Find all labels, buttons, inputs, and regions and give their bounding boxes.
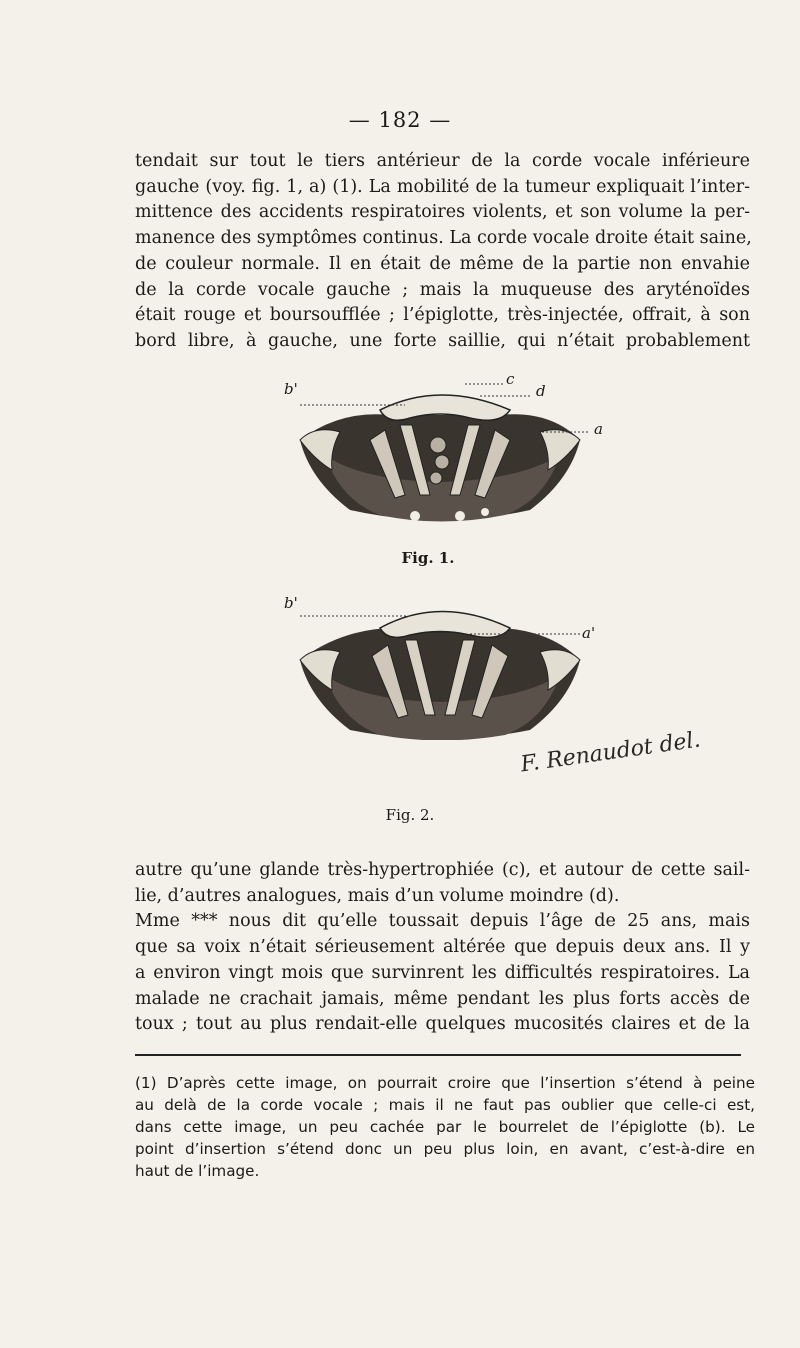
footnote-line: haut de l’image. xyxy=(135,1162,260,1180)
text-line: autre qu’une glande très-hypertrophiée (c), et autour de cette sail- xyxy=(135,860,750,880)
label-a-prime: a' xyxy=(582,624,596,642)
footnote-divider xyxy=(135,1054,741,1056)
larynx-drawing-2 xyxy=(270,590,610,740)
text-line: gauche (voy. fig. 1, a) (1). La mobilité de la tumeur expliquait l’inter- xyxy=(135,176,750,197)
text-line: de couleur normale. Il en était de même de la partie non envahie xyxy=(135,253,750,274)
text-line: que sa voix n’était sérieusement altérée que depuis deux ans. Il y xyxy=(135,937,750,958)
footnote-line: (1) D’après cette image, on pourrait croire que l’insertion s’étend à peine xyxy=(135,1074,755,1092)
text-line: malade ne crachait jamais, même pendant les plus forts accès de xyxy=(135,988,750,1009)
label-b-prime: b' xyxy=(284,594,298,612)
paragraph-bottom xyxy=(135,858,750,1038)
footnote-line: point d’insertion s’étend donc un peu plus loin, en avant, c’est-à-dire en xyxy=(135,1140,755,1158)
label-a: a xyxy=(594,420,603,438)
footnote-line: dans cette image, un peu cachée par le bourrelet de l’épiglotte (b). Le xyxy=(135,1118,755,1136)
text-line: bord libre, à gauche, une forte saillie, qui n’était probablement xyxy=(135,330,750,351)
larynx-drawing-1 xyxy=(270,370,610,540)
figure-1-larynx-illustration xyxy=(270,370,610,540)
label-c: c xyxy=(506,370,515,388)
text-line: mittence des accidents respiratoires violents, et son volume la per- xyxy=(135,202,750,223)
text-line: lie, d’autres analogues, mais d’un volume moindre (d). xyxy=(135,885,620,906)
text-line: toux ; tout au plus rendait-elle quelques mucosités claires et de la xyxy=(135,1014,750,1035)
text-line: a environ vingt mois que survinrent les difficultés respiratoires. La xyxy=(135,962,750,983)
label-d: d xyxy=(536,382,546,400)
text-line: tendait sur tout le tiers antérieur de la corde vocale inférieure xyxy=(135,151,750,171)
paragraph-top xyxy=(135,149,750,355)
text-line: était rouge et boursoufflée ; l’épiglotte, très-injectée, offrait, à son xyxy=(135,305,750,326)
footnote xyxy=(135,1072,755,1182)
text-line: de la corde vocale gauche ; mais la muqueuse des aryténoïdes xyxy=(135,279,750,300)
text-line: manence des symptômes continus. La corde vocale droite était saine, xyxy=(135,228,752,249)
engraver-signature: F. Renaudot del. xyxy=(519,727,703,778)
figure-1-caption: Fig. 1. xyxy=(401,549,455,567)
figure-2-caption: Fig. 2. xyxy=(385,806,435,824)
label-b-prime: b' xyxy=(284,380,298,398)
text-line: Mme *** nous dit qu’elle toussait depuis l’âge de 25 ans, mais xyxy=(135,911,750,932)
page-number: — 182 — xyxy=(348,108,452,132)
footnote-line: au delà de la corde vocale ; mais il ne faut pas oublier que celle-ci est, xyxy=(135,1096,755,1114)
